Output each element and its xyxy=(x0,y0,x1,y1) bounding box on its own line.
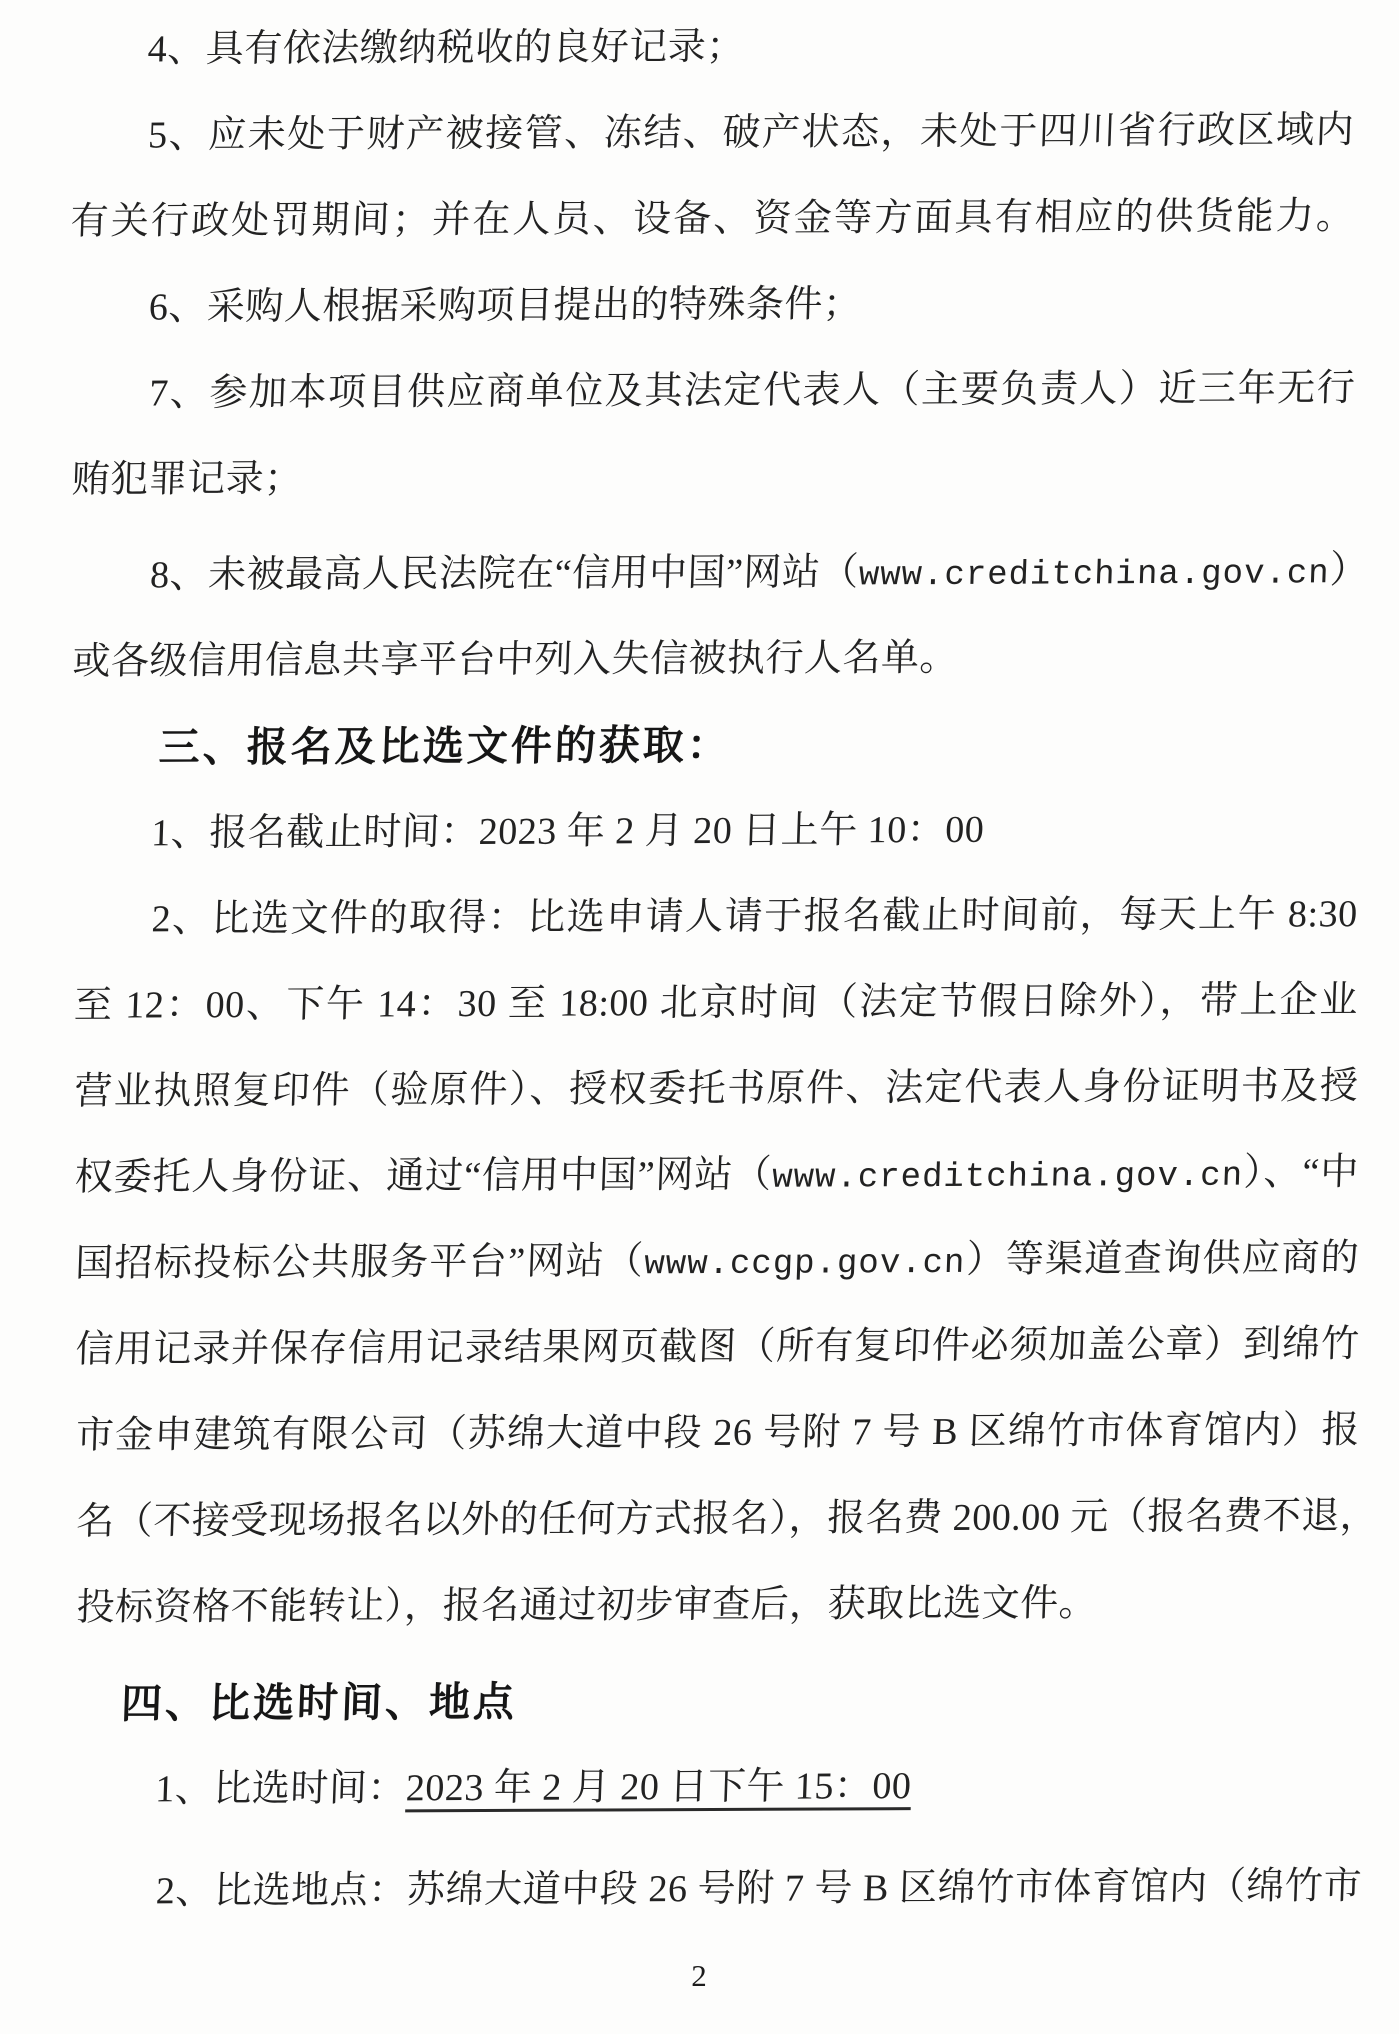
section-4-heading: 四、比选时间、地点 xyxy=(120,1678,518,1727)
clause-7-no-bribery-line-2: 贿犯罪记录； xyxy=(71,457,304,501)
doc-acquisition-line-2: 至 12：00、下午 14：30 至 18:00 北京时间（法定节假日除外），带上企业 xyxy=(73,979,1359,1027)
doc-acquisition-line-1: 2、比选文件的取得：比选申请人请于报名截止时间前，每天上午 8:30 xyxy=(150,893,1359,941)
line-5-text-after-url: ）等渠道查询供应商的 xyxy=(964,1237,1360,1281)
doc-acquisition-line-7: 市金申建筑有限公司（苏绵大道中段 26 号附 7 号 B 区绵竹市体育馆内）报 xyxy=(75,1409,1361,1457)
doc-acquisition-line-5 xyxy=(68,1215,1361,1307)
comparison-time-line xyxy=(70,1741,1363,1833)
document-body xyxy=(62,1,1379,1935)
doc-acquisition-line-9: 投标资格不能转让），报名通过初步审查后，获取比选文件。 xyxy=(75,1582,1098,1629)
line-5-text-before-url: 国招标投标公共服务平台”网站（ xyxy=(74,1240,646,1285)
clause-8-text-after-url: ） xyxy=(1329,549,1369,592)
clause-4-tax-record: 4、具有依法缴纳税收的良好记录； xyxy=(147,25,746,71)
clause-6-special-conditions: 6、采购人根据采购项目提出的特殊条件； xyxy=(148,283,863,329)
clause-5-status-line-2: 有关行政处罚期间；并在人员、设备、资金等方面具有相应的供货能力。 xyxy=(69,195,1356,243)
clause-7-no-bribery-line-1: 7、参加本项目供应商单位及其法定代表人（主要负责人）近三年无行 xyxy=(148,367,1357,415)
clause-5-status-line-1: 5、应未处于财产被接管、冻结、破产状态，未处于四川省行政区域内 xyxy=(147,109,1355,157)
ccgp-url: www.ccgp.gov.cn xyxy=(643,1244,967,1285)
section-3-heading: 三、报名及比选文件的获取： xyxy=(158,721,732,771)
comparison-time-value: 2023 年 2 月 20 日下午 15：00 xyxy=(405,1765,913,1810)
clause-8-credit-line-1 xyxy=(65,527,1369,619)
doc-acquisition-line-3: 营业执照复印件（验原件）、授权委托书原件、法定代表人身份证明书及授 xyxy=(73,1065,1360,1113)
creditchina-url-2: www.creditchina.gov.cn xyxy=(771,1157,1244,1198)
comparison-time-label: 1、比选时间： xyxy=(154,1767,407,1811)
line-4-text-before-url: 权委托人身份证、通过“信用中国”网站（ xyxy=(74,1153,773,1199)
doc-acquisition-line-6: 信用记录并保存信用记录结果网页截图（所有复印件必须加盖公章）到绵竹 xyxy=(74,1323,1361,1371)
doc-acquisition-line-4 xyxy=(67,1129,1360,1221)
comparison-place-line: 2、比选地点：苏绵大道中段 26 号附 7 号 B 区绵竹市体育馆内（绵竹市 xyxy=(155,1865,1363,1913)
doc-acquisition-line-8: 名（不接受现场报名以外的任何方式报名），报名费 200.00 元（报名费不退， xyxy=(75,1495,1379,1543)
page-number: 2 xyxy=(691,1958,708,1993)
clause-8-credit-line-2: 或各级信用信息共享平台中列入失信被执行人名单。 xyxy=(71,636,959,683)
line-4-text-after-url: ）、“中 xyxy=(1242,1151,1360,1194)
clause-8-text-before-url: 8、未被最高人民法院在“信用中国”网站（ xyxy=(149,551,860,597)
registration-deadline: 1、报名截止时间：2023 年 2 月 20 日上午 10：00 xyxy=(150,808,985,855)
creditchina-url: www.creditchina.gov.cn xyxy=(858,555,1331,596)
